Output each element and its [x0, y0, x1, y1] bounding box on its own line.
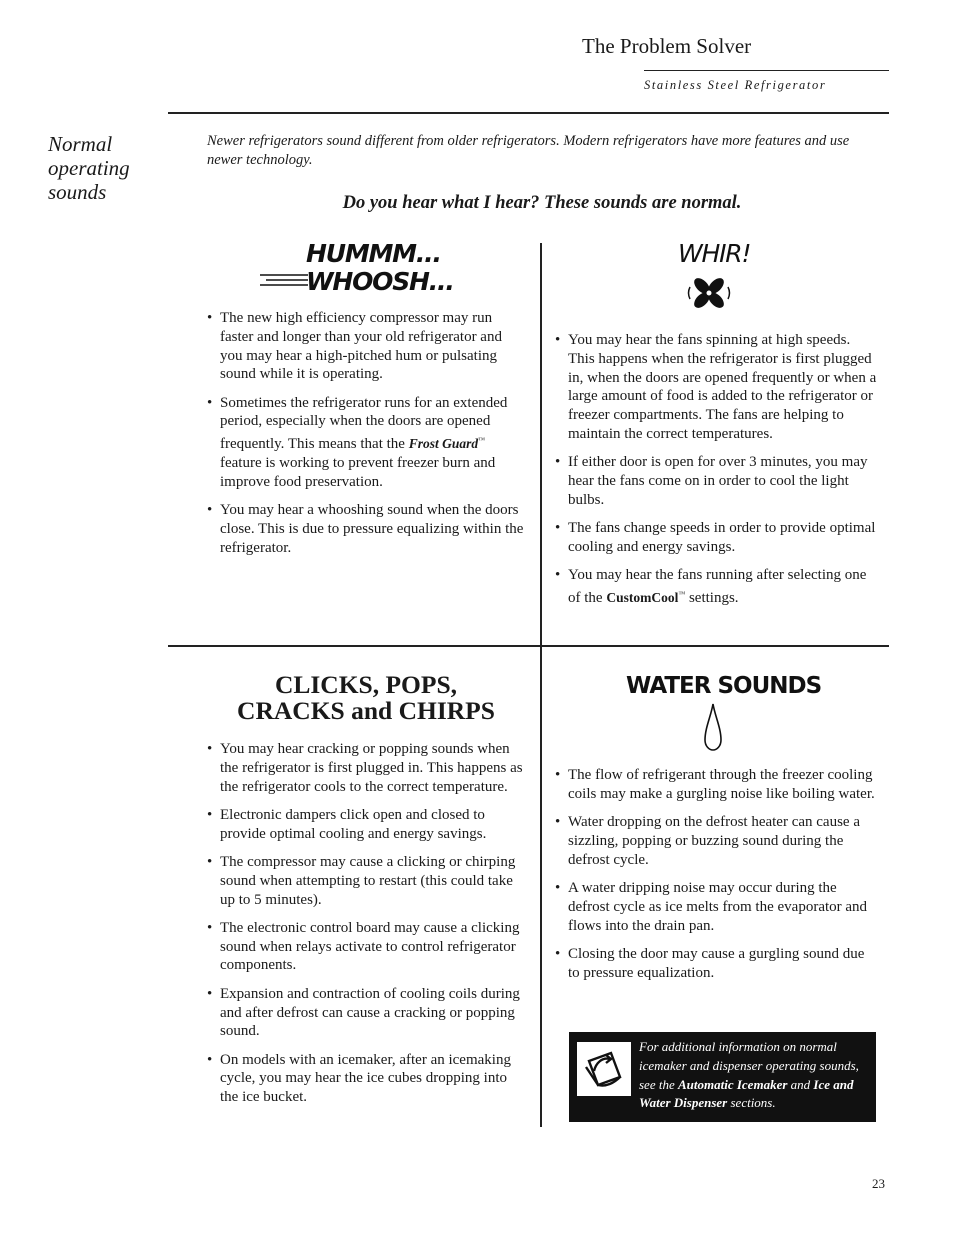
list-item: • You may hear the fans spinning at high speeds. This happens when the refrigerator is first plugged in, when the doors are opened frequently or when a large amount of food is added to the refrigerator or freezer compartments. The fans are helping to maintain the correct temperatures. [555, 331, 879, 444]
list-item: • On models with an icemaker, after an icemaking cycle, you may hear the ice cubes dropping into the ice bucket. [207, 1051, 529, 1107]
list-item: • If either door is open for over 3 minutes, you may hear the fans come on in order to cool the light bulbs. [555, 453, 879, 509]
automatic-icemaker-reference: Automatic Icemaker [677, 1076, 788, 1092]
page-number: 23 [872, 1176, 885, 1191]
list-item [207, 394, 527, 492]
water-drop-icon [702, 702, 724, 752]
refer-page-icon [576, 1041, 632, 1097]
question-heading: Do you hear what I hear? These sounds are normal. [342, 193, 742, 213]
water-title: WATER SOUNDS [626, 673, 822, 699]
note-text-after: sections. [727, 1095, 776, 1111]
list-item: • Electronic dampers click open and closed to provide optimal cooling and energy savings. [207, 806, 529, 844]
note-text-before: For additional information on normal icemaker and dispenser operating sounds, see the [639, 1039, 859, 1092]
list-item: • Expansion and contraction of cooling coils during and after defrost can cause a cracking or popping sound. [207, 985, 529, 1041]
hummm-bullets [207, 309, 527, 567]
clicks-title [207, 672, 525, 724]
trademark-mark: ™ [478, 436, 485, 445]
page-header-title: The Problem Solver [582, 34, 752, 58]
hummm-title-line: HUMMM... [306, 239, 441, 268]
list-item: • Closing the door may cause a gurgling sound due to pressure equalization. [555, 945, 879, 983]
water-bullets [555, 766, 879, 992]
whir-bullets [555, 331, 879, 617]
note-text-mid: and [787, 1076, 814, 1092]
fan-icon [684, 268, 734, 318]
frost-guard-text-before: Sometimes the refrigerator runs for an extended period, especially when the doors are opened frequently. This means that the [220, 394, 508, 453]
row-divider [168, 645, 889, 647]
section-heading [48, 132, 168, 204]
list-item: • The electronic control board may cause a clicking sound when relays activate to control refrigerator components. [207, 919, 529, 975]
page-header-subtitle: Stainless Steel Refrigerator [644, 78, 827, 92]
list-item: • The flow of refrigerant through the freezer cooling coils may make a gurgling noise like boiling water. [555, 766, 879, 804]
motion-lines-icon [258, 268, 312, 292]
list-item: • The new high efficiency compressor may run faster and longer than your old refrigerator and you may hear a high-pitched hum or pulsating sound while it is operating. [207, 309, 527, 384]
list-item: • A water dripping noise may occur during the defrost cycle as ice melts from the evaporator and flows into the drain pan. [555, 879, 879, 935]
whoosh-title-line: WHOOSH... [306, 267, 454, 296]
clicks-title-line: CRACKS and CHIRPS [237, 696, 495, 725]
section-heading-line: operating [48, 156, 130, 180]
ice-water-dispenser-reference: Ice and Water Dispenser [639, 1076, 854, 1111]
list-item: • Water dropping on the defrost heater can cause a sizzling, popping or buzzing sound during the defrost cycle. [555, 813, 879, 869]
trademark-mark: ™ [678, 590, 686, 599]
list-item: • You may hear cracking or popping sounds when the refrigerator is first plugged in. This happens as the refrigerator cools to the correct temperature. [207, 740, 529, 796]
list-item: • The fans change speeds in order to provide optimal cooling and energy savings. [555, 519, 879, 557]
clicks-bullets [207, 740, 529, 1117]
frost-guard-brand: Frost Guard [408, 436, 479, 452]
list-item: • The compressor may cause a clicking or chirping sound when attempting to restart (this could take up to 5 minutes). [207, 853, 529, 909]
intro-text: Newer refrigerators sound different from older refrigerators. Modern refrigerators have more features and use newer technology. [207, 133, 850, 168]
section-heading-line: Normal [48, 132, 113, 156]
header-rule [644, 70, 889, 71]
whir-title: WHIR! [678, 239, 751, 268]
customcool-text-after: settings. [685, 590, 739, 607]
info-note-text [639, 1038, 871, 1113]
clicks-title-line: CLICKS, POPS, [274, 670, 458, 699]
frost-guard-text-after: feature is working to prevent freezer burn and improve food preservation. [220, 455, 496, 490]
customcool-text-before: You may hear the fans running after selecting one of the [568, 567, 867, 607]
top-rule [168, 112, 889, 114]
customcool-brand: CustomCool [606, 590, 679, 606]
info-note-box [569, 1032, 876, 1122]
hummm-title [306, 240, 454, 296]
list-item [555, 566, 879, 608]
section-heading-line: sounds [48, 180, 107, 204]
list-item: • You may hear a whooshing sound when the doors close. This is due to pressure equalizing within the refrigerator. [207, 501, 527, 557]
column-divider-bottom [540, 646, 542, 1127]
column-divider-top [540, 243, 542, 645]
